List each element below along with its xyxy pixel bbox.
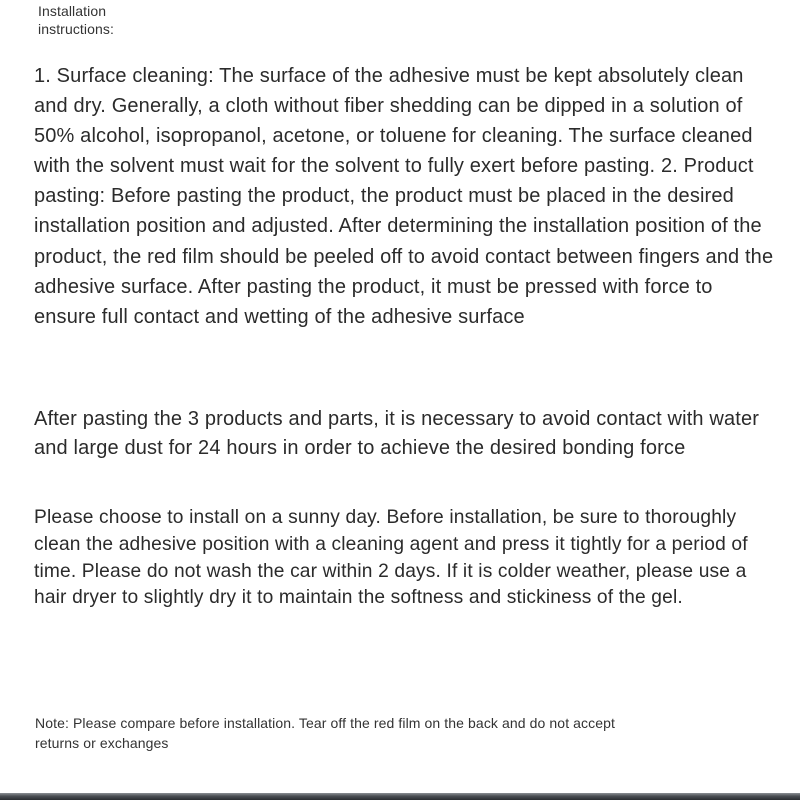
paragraph-curing-time: After pasting the 3 products and parts, it is necessary to avoid contact with water and large dust for 24 hours in order to achieve the desired bonding force (34, 408, 760, 459)
returns-note: Note: Please compare before installation. Tear off the red film on the back and do not accept returns or exchanges (35, 715, 616, 751)
paragraph-weather-advice: Please choose to install on a sunny day. Before installation, be sure to thoroughly clean the adhesive position with a cleaning agent and press it tightly for a period of time. Please do not wash the car within 2 days. If it is colder weather, please use a hair dryer to slightly dry it to maintain the softness and stickiness of the gel. (34, 507, 748, 609)
paragraph-surface-cleaning-and-pasting: 1. Surface cleaning: The surface of the adhesive must be kept absolutely clean and dry. Generally, a cloth without fiber shedding can be dipped in a solution of 50% alcohol, isopropanol, acetone, or toluene for cleaning. The surface cleaned with the solvent must wait for the solvent to fully exert before pasting. 2. Product pasting: Before pasting the product, the product must be placed in the desired installation position and adjusted. After determining the installation position of the product, the red film should be peeled off to avoid contact between fingers and the adhesive surface. After pasting the product, it must be pressed with force to ensure full contact and wetting of the adhesive surface (34, 65, 774, 328)
bottom-edge-band (0, 793, 800, 800)
installation-heading: Installation instructions: (38, 3, 114, 37)
